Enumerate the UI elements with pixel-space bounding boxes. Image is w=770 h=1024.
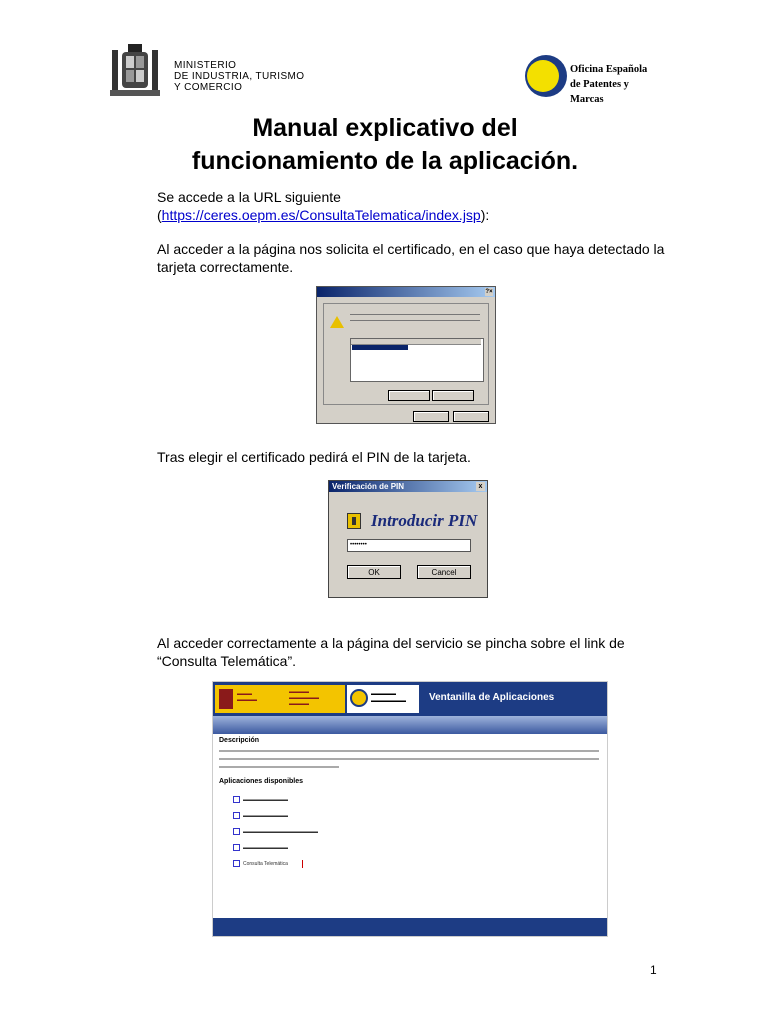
url-intro: Se accede a la URL siguiente xyxy=(157,189,341,205)
document-title: Manual explicativo del funcionamiento de la aplicación. xyxy=(191,114,579,175)
paragraph-consulta: Al acceder correctamente a la página del servicio se pincha sobre el link de “Consulta Telemática”. xyxy=(157,635,625,669)
pin-dialog-title: Verificación de PIN xyxy=(332,482,405,491)
doc-icon xyxy=(233,844,240,851)
warning-icon xyxy=(330,316,344,328)
crest-icon xyxy=(219,689,233,709)
coat-of-arms-icon xyxy=(108,42,162,102)
app-link[interactable]: ▬▬▬▬▬▬▬▬▬ xyxy=(233,796,288,804)
view-button[interactable] xyxy=(432,390,474,401)
dialog-message xyxy=(350,312,480,324)
doc-icon xyxy=(233,796,240,803)
description-heading: Descripción xyxy=(219,737,260,744)
ministry-logo xyxy=(108,40,308,106)
certificate-group xyxy=(323,303,489,405)
ok-button[interactable]: OK xyxy=(347,565,401,579)
accept-button[interactable] xyxy=(413,411,449,422)
details-button[interactable] xyxy=(388,390,430,401)
app-link[interactable]: ▬▬▬▬▬▬▬▬▬ xyxy=(233,812,288,820)
paragraph-certificate: Al acceder a la página nos solicita el certificado, en el caso que haya detectado la tarjeta correctamente. xyxy=(157,241,665,275)
pin-input[interactable]: •••••••• xyxy=(347,539,471,552)
oepm-logo xyxy=(522,50,664,104)
page-number: 1 xyxy=(650,963,657,977)
certificate-list-item[interactable] xyxy=(352,345,408,350)
doc-icon xyxy=(233,812,240,819)
apps-heading: Aplicaciones disponibles xyxy=(219,778,304,785)
close-icon: ?× xyxy=(485,289,493,295)
description-text xyxy=(219,750,599,752)
ventanilla-screenshot xyxy=(212,681,608,937)
gobierno-logo: ▬▬▬ ▬▬▬▬ ▬▬▬▬ ▬▬▬▬▬▬ ▬▬▬▬ xyxy=(215,685,345,713)
oepm-name: Oficina Española de Patentes y Marcas xyxy=(570,64,648,105)
consulta-url-link[interactable]: https://ceres.oepm.es/ConsultaTelematica/index.jsp xyxy=(161,207,481,223)
paragraph-pin: Tras elegir el certificado pedirá el PIN de la tarjeta. xyxy=(157,449,471,465)
web-subheader xyxy=(213,716,608,734)
oepm-sun-icon xyxy=(350,689,368,707)
oepm-mini-logo: ▬▬▬▬▬ ▬▬▬▬▬▬▬ xyxy=(347,685,419,713)
pin-dialog-titlebar xyxy=(329,481,487,492)
consulta-telematica-link[interactable]: Consulta Telemática xyxy=(233,860,303,868)
cancel-button[interactable] xyxy=(453,411,489,422)
ministry-name: MINISTERIO DE INDUSTRIA, TURISMO Y COMERCIO xyxy=(174,60,305,93)
web-header xyxy=(213,682,608,716)
card-icon xyxy=(347,513,361,529)
web-title: Ventanilla de Aplicaciones xyxy=(429,692,555,703)
web-footer xyxy=(213,918,608,936)
cancel-button[interactable]: Cancel xyxy=(417,565,471,579)
app-link[interactable]: ▬▬▬▬▬▬▬▬▬ xyxy=(233,844,288,852)
doc-icon xyxy=(233,860,240,867)
paragraph-url: Se accede a la URL siguiente (https://ceres.oepm.es/ConsultaTelematica/index.jsp): xyxy=(157,188,677,224)
doc-icon xyxy=(233,828,240,835)
pin-dialog-screenshot xyxy=(328,480,488,598)
close-icon[interactable]: x xyxy=(476,482,485,491)
certificate-dialog-titlebar xyxy=(317,287,495,297)
oepm-sun-icon xyxy=(524,54,568,98)
certificate-dialog-screenshot xyxy=(316,286,496,424)
certificate-list[interactable] xyxy=(350,338,484,382)
pin-label: Introducir PIN xyxy=(371,511,478,530)
app-link[interactable]: ▬▬▬▬▬▬▬▬▬▬▬▬▬▬▬ xyxy=(233,828,318,836)
